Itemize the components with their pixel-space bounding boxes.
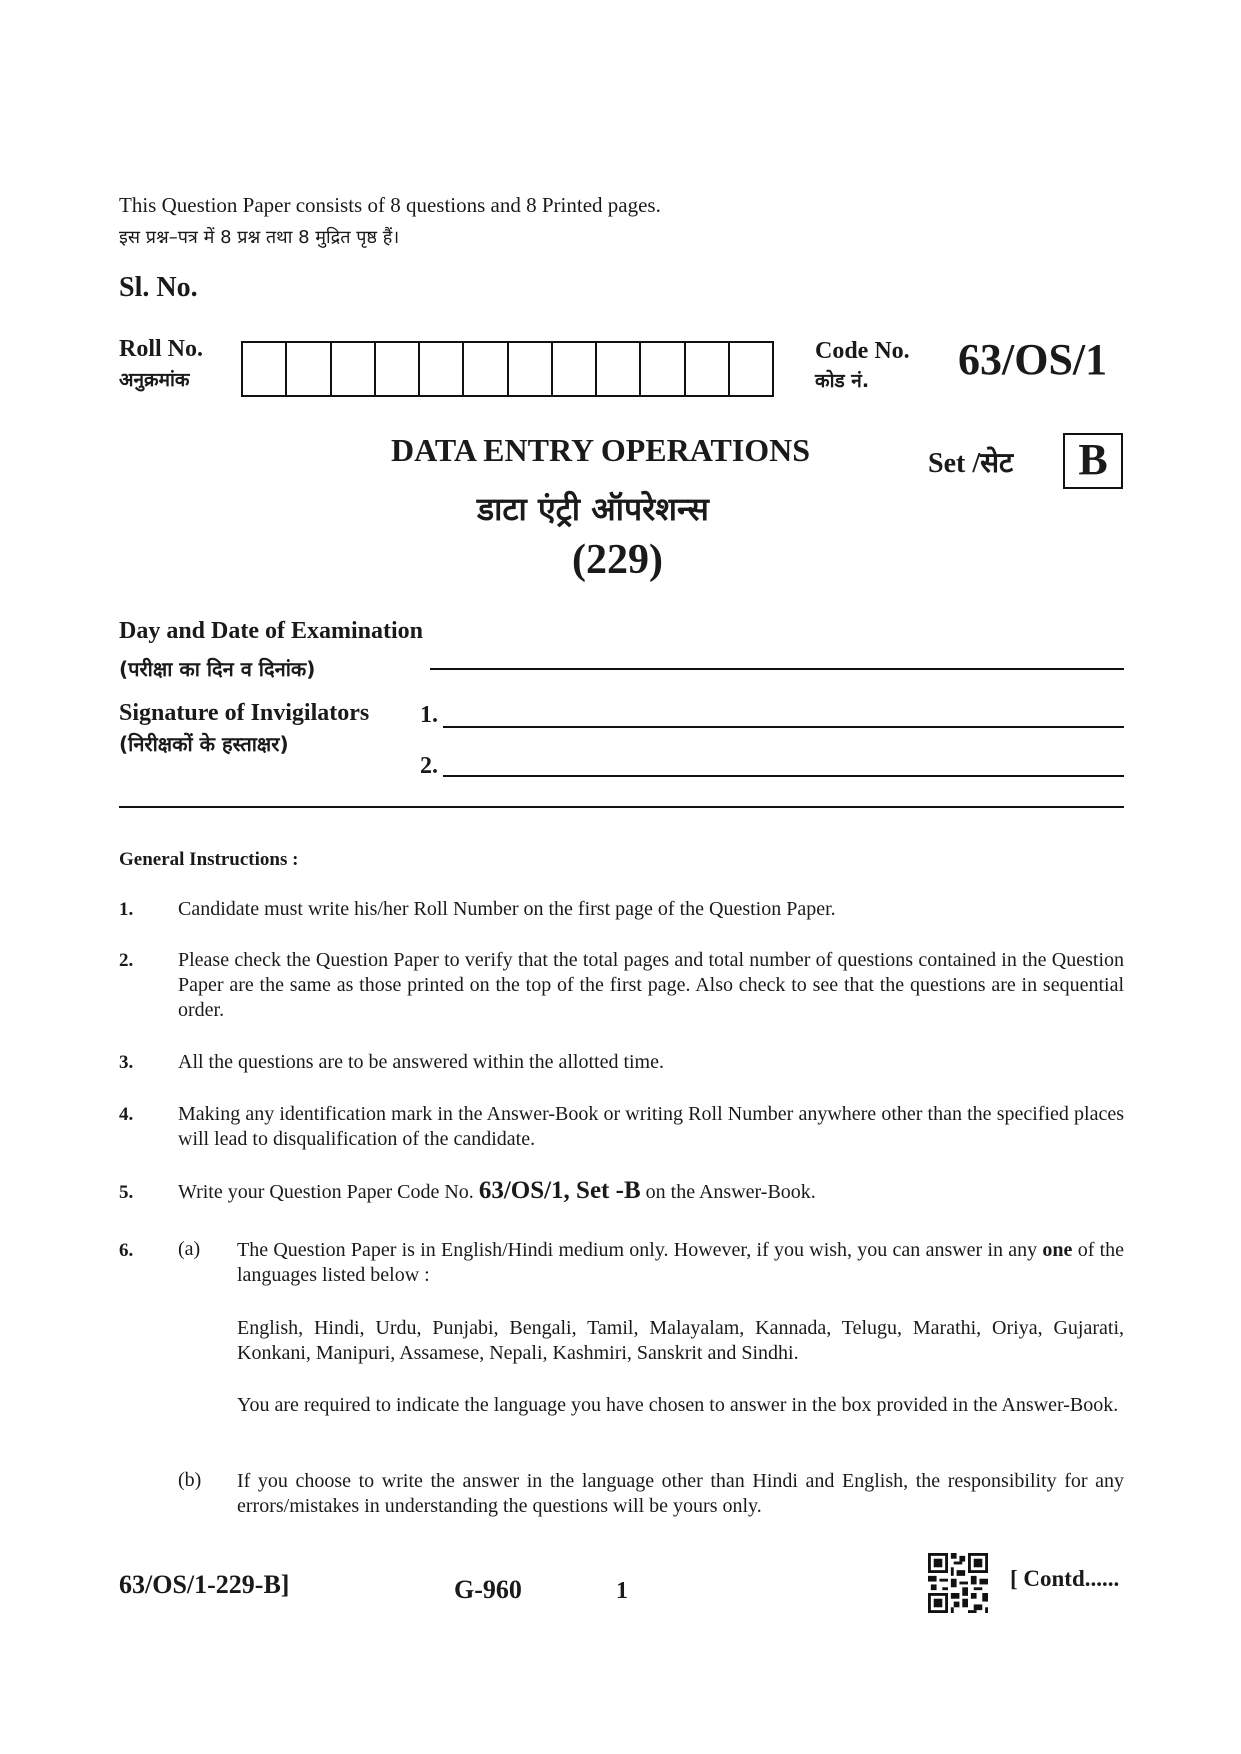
roll-digit-box[interactable]	[597, 343, 641, 395]
intro-text-hi: इस प्रश्न–पत्र में 8 प्रश्न तथा 8 मुद्रित पृष्ठ हैं।	[119, 227, 400, 248]
instruction-text	[178, 1178, 1124, 1205]
sub-item-label: (a)	[178, 1238, 201, 1260]
roll-digit-box[interactable]	[686, 343, 730, 395]
invigilator-signature-label: Signature of Invigilators	[119, 700, 370, 726]
serial-number-label: Sl. No.	[119, 272, 198, 303]
instruction-text: You are required to indicate the language you have chosen to answer in the box provided in the Answer-Book.	[237, 1394, 1119, 1416]
subject-title-hi: डाटा एंट्री ऑपरेशन्स	[477, 490, 709, 528]
instruction-number: 6.	[119, 1240, 134, 1261]
subject-title: DATA ENTRY OPERATIONS	[391, 432, 811, 468]
continued-marker: [ Contd......	[1010, 1566, 1120, 1591]
roll-number-label-hi: अनुक्रमांक	[119, 369, 190, 391]
exam-date-label: Day and Date of Examination	[119, 618, 424, 644]
emphasis-text: one	[1042, 1239, 1073, 1261]
set-label: Set /सेट	[928, 448, 1014, 479]
roll-digit-box[interactable]	[243, 343, 287, 395]
roll-digit-box[interactable]	[287, 343, 331, 395]
instruction-text: Making any identification mark in the Answer-Book or writing Roll Number anywhere other than the specified places will lead to disqualification of the candidate.	[178, 1103, 1124, 1150]
roll-digit-box[interactable]	[332, 343, 376, 395]
roll-digit-box[interactable]	[641, 343, 685, 395]
roll-digit-box[interactable]	[420, 343, 464, 395]
instruction-text-part: Write your Question Paper Code No.	[178, 1181, 474, 1203]
qr-code-icon	[928, 1553, 988, 1613]
roll-number-boxes[interactable]	[241, 341, 774, 397]
signature-2-number: 2.	[420, 753, 438, 779]
paper-code-inline: 63/OS/1, Set -B	[478, 1177, 641, 1204]
code-number-value: 63/OS/1	[958, 335, 1108, 384]
set-value-box: B	[1063, 433, 1123, 489]
intro-text-en: This Question Paper consists of 8 questions and 8 Printed pages.	[119, 193, 661, 217]
series-code: G-960	[454, 1575, 522, 1604]
instruction-text: Candidate must write his/her Roll Number on the first page of the Question Paper.	[178, 898, 836, 920]
section-divider	[119, 806, 1124, 808]
code-number-label: Code No.	[815, 338, 910, 364]
exam-date-line[interactable]	[430, 668, 1124, 670]
instruction-text: All the questions are to be answered within the allotted time.	[178, 1051, 664, 1073]
instruction-text-part: on the Answer-Book.	[645, 1181, 816, 1203]
sub-item-label: (b)	[178, 1469, 202, 1491]
exam-date-label-hi: (परीक्षा का दिन व दिनांक)	[119, 657, 316, 681]
roll-digit-box[interactable]	[464, 343, 508, 395]
instruction-text	[237, 1238, 1124, 1288]
code-number-label-hi: कोड नं.	[815, 370, 870, 392]
language-list: English, Hindi, Urdu, Punjabi, Bengali, Tamil, Malayalam, Kannada, Telugu, Marathi, Oriya, Gujarati, Konkani, Manipuri, Assamese, Nepali, Kashmiri, Sanskrit and Sindhi.	[237, 1317, 1124, 1364]
instruction-number: 2.	[119, 950, 134, 971]
subject-code: (229)	[572, 537, 663, 583]
roll-digit-box[interactable]	[730, 343, 772, 395]
roll-digit-box[interactable]	[553, 343, 597, 395]
instruction-text: Please check the Question Paper to verify that the total pages and total number of questions contained in the Question Paper are the same as those printed on the top of the first page. Also check to see that the questions are in sequential order.	[178, 949, 1124, 1021]
signature-1-number: 1.	[420, 702, 438, 728]
roll-digit-box[interactable]	[376, 343, 420, 395]
instruction-number: 5.	[119, 1182, 134, 1203]
instructions-heading: General Instructions :	[119, 849, 299, 870]
invigilator-signature-label-hi: (निरीक्षकों के हस्ताक्षर)	[119, 732, 289, 756]
signature-1-line[interactable]	[443, 726, 1124, 728]
roll-digit-box[interactable]	[509, 343, 553, 395]
instruction-text-part: of the languages listed below :	[237, 1239, 1125, 1286]
roll-number-label: Roll No.	[119, 336, 203, 362]
instruction-number: 1.	[119, 899, 134, 920]
page-number: 1	[616, 1578, 628, 1604]
instruction-text-part: The Question Paper is in English/Hindi medium only. However, if you wish, you can answer in any	[237, 1239, 1038, 1261]
instruction-number: 4.	[119, 1104, 134, 1125]
instruction-text: If you choose to write the answer in the language other than Hindi and English, the responsibility for any errors/mistakes in understanding the questions will be yours only.	[237, 1470, 1124, 1517]
signature-2-line[interactable]	[443, 775, 1124, 777]
instruction-number: 3.	[119, 1052, 134, 1073]
paper-reference: 63/OS/1-229-B]	[119, 1570, 290, 1599]
